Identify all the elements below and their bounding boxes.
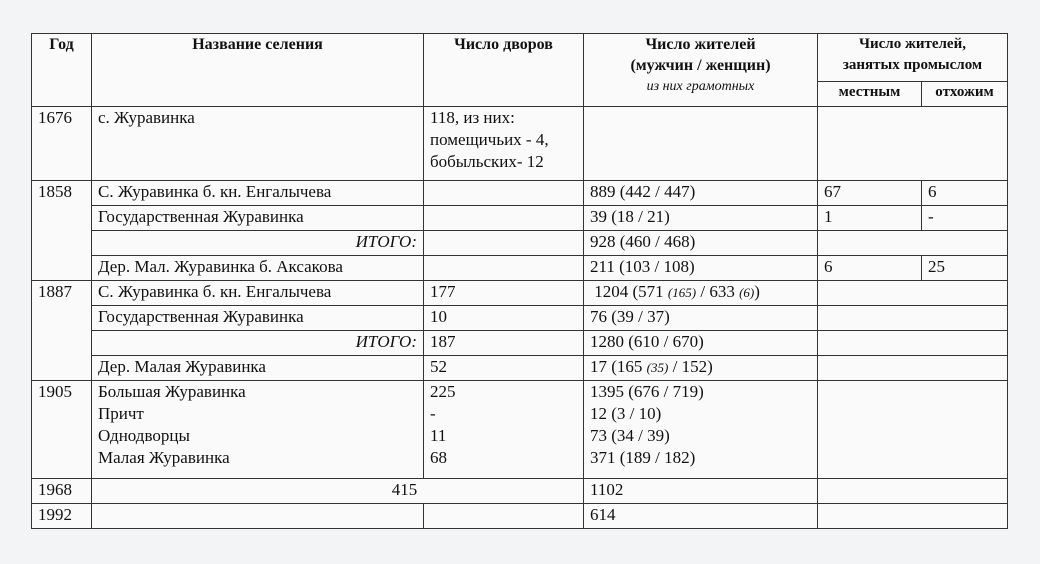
header-residents-line1: Число жителей <box>645 36 756 53</box>
settlement-name <box>92 381 424 479</box>
settlement-line: Малая Журавинка <box>98 448 230 467</box>
table-row <box>32 504 1008 529</box>
residents-line: 371 (189 / 182) <box>590 448 696 467</box>
households-cell: 52 <box>424 356 584 381</box>
settlement-line: Причт <box>98 404 144 423</box>
year-cell: 1676 <box>32 107 92 181</box>
households-cell: 415 <box>92 479 584 504</box>
table-row <box>32 479 1008 504</box>
residents-end: / 152) <box>672 357 713 376</box>
trade-cell <box>818 504 1008 529</box>
settlement-name: С. Журавинка б. кн. Енгалычева <box>92 181 424 206</box>
trade-cell <box>818 281 1008 306</box>
households-cell: 177 <box>424 281 584 306</box>
households-line: - <box>430 404 436 423</box>
households-cell <box>424 206 584 231</box>
trade-cell <box>818 306 1008 331</box>
households-cell <box>424 256 584 281</box>
households-cell <box>424 231 584 256</box>
header-trade <box>818 34 1008 82</box>
households-cell: 187 <box>424 331 584 356</box>
table-row <box>32 381 1008 479</box>
households-line: помещичьих - 4, <box>430 130 549 149</box>
census-table <box>31 33 1008 529</box>
year-cell: 1905 <box>32 381 92 479</box>
settlement-name: Дер. Малая Журавинка <box>92 356 424 381</box>
residents-line: 73 (34 / 39) <box>590 426 670 445</box>
trade-cell <box>818 356 1008 381</box>
trade-cell <box>818 331 1008 356</box>
trade-cell <box>818 381 1008 479</box>
year-cell: 1992 <box>32 504 92 529</box>
header-trade-line1: Число жителей, <box>859 36 966 52</box>
header-row-1 <box>32 34 1008 82</box>
year-cell: 1887 <box>32 281 92 381</box>
households-line: 68 <box>430 448 447 467</box>
local-trade-cell: 6 <box>818 256 922 281</box>
header-residents <box>584 34 818 107</box>
table-row <box>32 281 1008 306</box>
residents-cell: 928 (460 / 468) <box>584 231 818 256</box>
literate-men: (35) <box>646 360 669 375</box>
header-households: Число дворов <box>424 34 584 107</box>
header-year: Год <box>32 34 92 107</box>
households-cell <box>424 107 584 181</box>
residents-cell: 211 (103 / 108) <box>584 256 818 281</box>
residents-cell: 76 (39 / 37) <box>584 306 818 331</box>
residents-main: 17 (165 <box>590 357 643 376</box>
settlement-name: Государственная Журавинка <box>92 206 424 231</box>
residents-cell: 1204 (571 (165) / 633 (6)) <box>584 281 818 306</box>
households-line: 225 <box>430 382 456 401</box>
header-name: Название селения <box>92 34 424 107</box>
trade-cell <box>818 479 1008 504</box>
residents-men: 571 <box>638 282 664 301</box>
migrant-trade-cell: 6 <box>922 181 1008 206</box>
literate-women: (6) <box>739 285 755 300</box>
header-migrant: отхожим <box>922 82 1008 107</box>
table-row <box>32 107 1008 181</box>
trade-cell <box>818 231 1008 256</box>
literate-men: (165) <box>667 285 697 300</box>
residents-cell: 889 (442 / 447) <box>584 181 818 206</box>
table-row <box>32 356 1008 381</box>
settlement-name: Дер. Мал. Журавинка б. Аксакова <box>92 256 424 281</box>
table-row <box>32 306 1008 331</box>
header-local: местным <box>818 82 922 107</box>
header-residents-sub: из них грамотных <box>646 79 755 94</box>
settlement-line: Однодворцы <box>98 426 190 445</box>
households-cell <box>424 381 584 479</box>
residents-cell <box>584 356 818 381</box>
residents-cell <box>584 107 818 181</box>
table-row <box>32 256 1008 281</box>
households-line: бобыльских- 12 <box>430 152 544 171</box>
local-trade-cell: 1 <box>818 206 922 231</box>
header-residents-line2: (мужчин / женщин) <box>630 57 771 74</box>
year-cell: 1968 <box>32 479 92 504</box>
migrant-trade-cell: 25 <box>922 256 1008 281</box>
table-row <box>32 181 1008 206</box>
residents-cell: 1102 <box>584 479 818 504</box>
header-trade-line2: занятых промыслом <box>842 57 983 73</box>
settlement-name: Государственная Журавинка <box>92 306 424 331</box>
total-colon: : <box>411 332 417 351</box>
total-label-cell <box>92 331 424 356</box>
settlement-name: с. Журавинка <box>92 107 424 181</box>
table-row <box>32 206 1008 231</box>
residents-total: 1204 <box>594 282 629 301</box>
households-cell <box>424 504 584 529</box>
households-line: 11 <box>430 426 447 445</box>
local-trade-cell: 67 <box>818 181 922 206</box>
residents-cell: 614 <box>584 504 818 529</box>
residents-line: 12 (3 / 10) <box>590 404 662 423</box>
settlement-name <box>92 504 424 529</box>
total-label: ИТОГО: <box>92 231 424 256</box>
settlement-name: С. Журавинка б. кн. Енгалычева <box>92 281 424 306</box>
residents-cell <box>584 381 818 479</box>
total-row <box>32 231 1008 256</box>
migrant-trade-cell: - <box>922 206 1008 231</box>
households-line: 118, из них: <box>430 108 515 127</box>
residents-women: 633 <box>709 282 735 301</box>
year-cell: 1858 <box>32 181 92 281</box>
households-cell <box>424 181 584 206</box>
total-row <box>32 331 1008 356</box>
residents-cell: 1280 (610 / 670) <box>584 331 818 356</box>
households-cell: 10 <box>424 306 584 331</box>
residents-cell: 39 (18 / 21) <box>584 206 818 231</box>
residents-line: 1395 (676 / 719) <box>590 382 704 401</box>
settlement-line: Большая Журавинка <box>98 382 246 401</box>
trade-cell <box>818 107 1008 181</box>
total-label: ИТОГО <box>355 332 412 351</box>
